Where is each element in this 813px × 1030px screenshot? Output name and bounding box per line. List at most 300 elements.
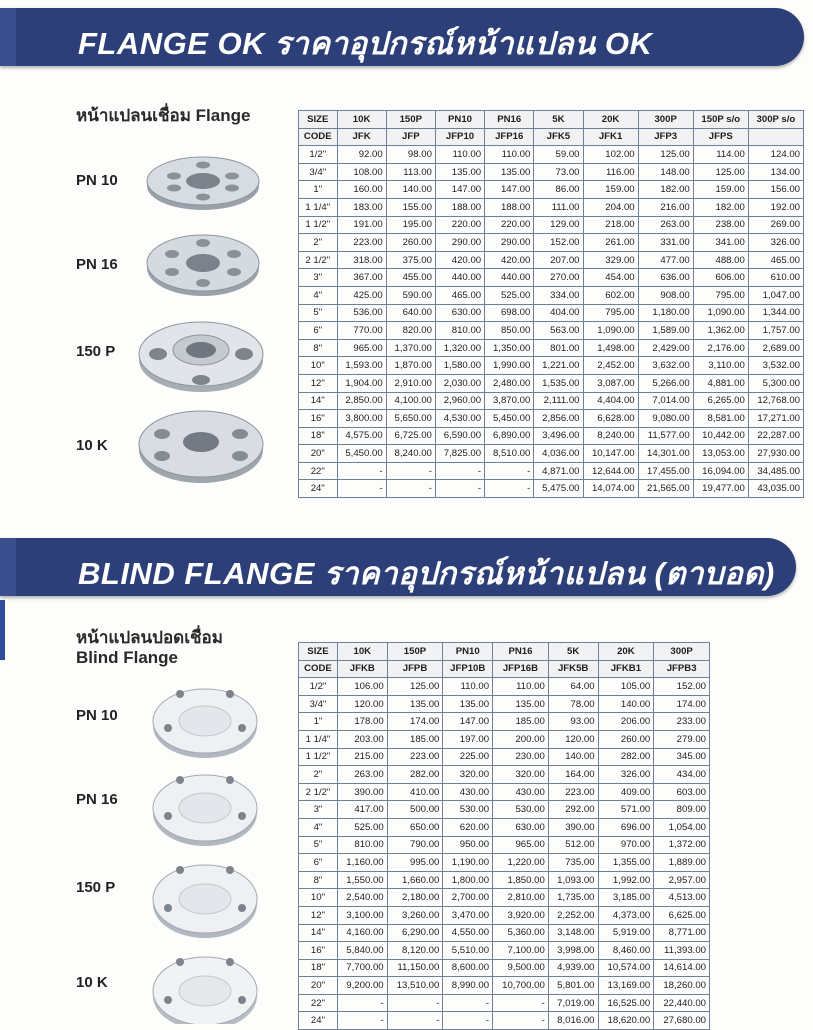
table-row-cell: 1,660.00 (387, 871, 443, 889)
table-row-cell: 3,470.00 (443, 906, 493, 924)
table-header-row-cell: 300P s/o (748, 111, 803, 129)
table-row (299, 977, 710, 995)
table-row-cell: 5,300.00 (748, 374, 803, 392)
table-row-cell: 696.00 (598, 818, 654, 836)
table-row-cell: 5,801.00 (548, 977, 598, 995)
table-row-cell: 4,160.00 (337, 924, 387, 942)
table-row-cell: 2,030.00 (435, 374, 484, 392)
table-row-cell: 182.00 (638, 181, 693, 199)
table-row-cell: 18" (299, 959, 338, 977)
table-row-cell: 4,871.00 (534, 462, 583, 480)
table-row-cell: 454.00 (583, 269, 638, 287)
table-row-cell: 216.00 (638, 198, 693, 216)
table-row-cell: 3/4" (299, 695, 338, 713)
table-row-cell: 6,265.00 (693, 392, 748, 410)
blind-title-line2: Blind Flange (76, 648, 178, 667)
table-row-cell: 18" (299, 427, 338, 445)
table-row-cell: 1,047.00 (748, 286, 803, 304)
table-row (299, 462, 804, 480)
table-row-cell: 610.00 (748, 269, 803, 287)
blind-flange-banner (0, 538, 796, 596)
table-row-cell: 183.00 (337, 198, 386, 216)
table-header-row-cell: PN16 (485, 111, 534, 129)
table-row-cell: 105.00 (598, 678, 654, 696)
flange-ok-banner (0, 8, 804, 66)
table-row-cell: 6" (299, 322, 338, 340)
table-row-cell: 59.00 (534, 146, 583, 164)
table-row-cell: 1,992.00 (598, 871, 654, 889)
table-row-cell: 106.00 (337, 678, 387, 696)
table-row-cell: 2,111.00 (534, 392, 583, 410)
table-row-cell: 1,370.00 (386, 339, 435, 357)
table-row-cell: 125.00 (387, 678, 443, 696)
table-row-cell: 8,120.00 (387, 942, 443, 960)
table-row-cell: 8" (299, 871, 338, 889)
table-row-cell: 3,496.00 (534, 427, 583, 445)
table-row-cell: 995.00 (387, 854, 443, 872)
table-row-cell: 148.00 (638, 163, 693, 181)
table-row-cell: 129.00 (534, 216, 583, 234)
table-row-cell: 3,110.00 (693, 357, 748, 375)
table-row-cell: 197.00 (443, 730, 493, 748)
table-row-cell: 160.00 (337, 181, 386, 199)
table-row-cell: 263.00 (337, 766, 387, 784)
table-row-cell: 10" (299, 357, 338, 375)
table-row-cell: 440.00 (435, 269, 484, 287)
table-row-cell: 20" (299, 977, 338, 995)
table-row-cell: 1,498.00 (583, 339, 638, 357)
table-row-cell: 8,581.00 (693, 410, 748, 428)
table-row-cell: 2,452.00 (583, 357, 638, 375)
table-row-cell: 207.00 (534, 251, 583, 269)
table-row-cell: 215.00 (337, 748, 387, 766)
table-row-cell: 135.00 (387, 695, 443, 713)
table-row-cell: - (435, 480, 484, 498)
table-row-cell: 3,087.00 (583, 374, 638, 392)
table-row-cell: 2,429.00 (638, 339, 693, 357)
table-row-cell: 10,442.00 (693, 427, 748, 445)
table-row-cell: 530.00 (493, 801, 549, 819)
table-row-cell: 2,689.00 (748, 339, 803, 357)
table-row-cell: 10,147.00 (583, 445, 638, 463)
table-row-cell: 3,632.00 (638, 357, 693, 375)
table-row-cell: 4,404.00 (583, 392, 638, 410)
table-row-cell: 174.00 (654, 695, 710, 713)
table-row-cell: 282.00 (598, 748, 654, 766)
table-row-cell: - (387, 1012, 443, 1030)
table-row-cell: 630.00 (493, 818, 549, 836)
table-row-cell: 22,287.00 (748, 427, 803, 445)
table-row-cell: 1,190.00 (443, 854, 493, 872)
table-row-cell: - (386, 462, 435, 480)
table-row-cell: 1,180.00 (638, 304, 693, 322)
table-row (299, 181, 804, 199)
table-header-row-cell: SIZE (299, 111, 338, 129)
flange-image-pn16 (144, 228, 262, 300)
table-row-cell: 1,535.00 (534, 374, 583, 392)
table-row-cell: 603.00 (654, 783, 710, 801)
table-row (299, 678, 710, 696)
table-row-cell: 3,260.00 (387, 906, 443, 924)
table-row-cell: 204.00 (583, 198, 638, 216)
table-row-cell: 1,344.00 (748, 304, 803, 322)
blind-flange-image-pn10 (150, 682, 260, 762)
blind-flange-image-150p (150, 858, 260, 942)
table-row-cell: 465.00 (435, 286, 484, 304)
table-row-cell: 2,810.00 (493, 889, 549, 907)
table-row-cell: 116.00 (583, 163, 638, 181)
table-row-cell: 409.00 (598, 783, 654, 801)
blind-label-pn10: PN 10 (76, 707, 118, 724)
table-row-cell: 7,700.00 (337, 959, 387, 977)
table-row-cell: 908.00 (638, 286, 693, 304)
table-row-cell: 367.00 (337, 269, 386, 287)
table-row-cell: 417.00 (337, 801, 387, 819)
table-header-row-cell: PN10 (443, 643, 493, 661)
table-row-cell: 261.00 (583, 234, 638, 252)
flange-image-10k (136, 404, 266, 486)
table-row-cell: 155.00 (386, 198, 435, 216)
table-row (299, 198, 804, 216)
table-row-cell: 164.00 (548, 766, 598, 784)
table-row-cell: 329.00 (583, 251, 638, 269)
table-row-cell: 125.00 (638, 146, 693, 164)
table-row (299, 339, 804, 357)
table-row-cell: 14" (299, 924, 338, 942)
table-row-cell: 1,160.00 (337, 854, 387, 872)
table-row-cell: 375.00 (386, 251, 435, 269)
table-row-cell: 10,574.00 (598, 959, 654, 977)
table-row-cell: 22" (299, 462, 338, 480)
table-row-cell: 11,150.00 (387, 959, 443, 977)
table-row-cell: 630.00 (435, 304, 484, 322)
table-row-cell: 159.00 (583, 181, 638, 199)
table-code-row-cell: JFKB1 (598, 660, 654, 678)
table-row-cell: 86.00 (534, 181, 583, 199)
table-row-cell: 1 1/4" (299, 198, 338, 216)
table-row-cell: 279.00 (654, 730, 710, 748)
table-row-cell: 7,019.00 (548, 994, 598, 1012)
table-row-cell: 135.00 (485, 163, 534, 181)
table-row-cell: 113.00 (386, 163, 435, 181)
table-row-cell: 1,904.00 (337, 374, 386, 392)
table-row-cell: 477.00 (638, 251, 693, 269)
table-row-cell: 135.00 (493, 695, 549, 713)
table-row-cell: 2,176.00 (693, 339, 748, 357)
table-code-row-cell: CODE (299, 128, 338, 146)
table-header-row-cell: SIZE (299, 643, 338, 661)
table-row-cell: 188.00 (435, 198, 484, 216)
table-row-cell: 125.00 (693, 163, 748, 181)
table-row-cell: 140.00 (598, 695, 654, 713)
table-row-cell: 810.00 (337, 836, 387, 854)
table-row-cell: 1,800.00 (443, 871, 493, 889)
table-row-cell: 290.00 (485, 234, 534, 252)
table-row-cell: 2" (299, 766, 338, 784)
table-row-cell: 390.00 (548, 818, 598, 836)
table-row (299, 783, 710, 801)
table-row-cell: 965.00 (493, 836, 549, 854)
table-header-row-cell: 150P s/o (693, 111, 748, 129)
table-row-cell: 260.00 (386, 234, 435, 252)
page-edge-marker (0, 600, 5, 660)
table-row-cell: 8,460.00 (598, 942, 654, 960)
table-row-cell: 698.00 (485, 304, 534, 322)
table-row-cell: 4" (299, 818, 338, 836)
table-row-cell: 6,890.00 (485, 427, 534, 445)
table-row (299, 730, 710, 748)
table-row-cell: 1" (299, 181, 338, 199)
table-row-cell: 512.00 (548, 836, 598, 854)
table-row (299, 163, 804, 181)
table-row-cell: 134.00 (748, 163, 803, 181)
table-row-cell: 3,185.00 (598, 889, 654, 907)
table-row-cell: 10,700.00 (493, 977, 549, 995)
table-row-cell: 4,100.00 (386, 392, 435, 410)
table-row-cell: 6,725.00 (386, 427, 435, 445)
table-row-cell: 2,540.00 (337, 889, 387, 907)
table-row-cell: 110.00 (493, 678, 549, 696)
table-row-cell: 20" (299, 445, 338, 463)
banner-title: FLANGE OK ราคาอุปกรณ์หน้าแปลน OK (78, 26, 653, 61)
table-row-cell: 1,580.00 (435, 357, 484, 375)
table-row (299, 234, 804, 252)
table-row-cell: 795.00 (693, 286, 748, 304)
table-row-cell: 1,320.00 (435, 339, 484, 357)
table-code-row-cell: JFK5B (548, 660, 598, 678)
table-row-cell: 12,644.00 (583, 462, 638, 480)
table-row-cell: 430.00 (493, 783, 549, 801)
table-row-cell: 1,850.00 (493, 871, 549, 889)
table-header-row-cell: 150P (387, 643, 443, 661)
table-row (299, 801, 710, 819)
table-row-cell: 2,910.00 (386, 374, 435, 392)
table-row-cell: 233.00 (654, 713, 710, 731)
table-row-cell: 93.00 (548, 713, 598, 731)
table-row-cell: 195.00 (386, 216, 435, 234)
table-row-cell: 950.00 (443, 836, 493, 854)
table-row-cell: 191.00 (337, 216, 386, 234)
table-row-cell: 6,625.00 (654, 906, 710, 924)
table-row-cell: 3,920.00 (493, 906, 549, 924)
table-row-cell: 8,510.00 (485, 445, 534, 463)
table-code-row-cell: JFPB (387, 660, 443, 678)
table-row-cell: 1,221.00 (534, 357, 583, 375)
table-row-cell: 3" (299, 801, 338, 819)
table-row-cell: 2" (299, 234, 338, 252)
table-row-cell: 3,800.00 (337, 410, 386, 428)
table-row-cell: 27,680.00 (654, 1012, 710, 1030)
table-row-cell: 4,530.00 (435, 410, 484, 428)
table-row-cell: 110.00 (485, 146, 534, 164)
table-row-cell: 4,939.00 (548, 959, 598, 977)
table-row-cell: 3,532.00 (748, 357, 803, 375)
table-row-cell: 2,856.00 (534, 410, 583, 428)
table-row-cell: 404.00 (534, 304, 583, 322)
table-row-cell: 420.00 (485, 251, 534, 269)
table-row-cell: 1,090.00 (693, 304, 748, 322)
table-row-cell: 140.00 (548, 748, 598, 766)
blind-flange-section-title (76, 628, 223, 668)
table-code-row-cell: JFK (337, 128, 386, 146)
table-row (299, 427, 804, 445)
table-row-cell: 440.00 (485, 269, 534, 287)
table-row-cell: 22" (299, 994, 338, 1012)
table-row (299, 854, 710, 872)
table-row-cell: 1,990.00 (485, 357, 534, 375)
table-row-cell: 200.00 (493, 730, 549, 748)
table-row-cell: 185.00 (387, 730, 443, 748)
table-row-cell: 135.00 (435, 163, 484, 181)
table-header-row-cell: 10K (337, 643, 387, 661)
table-row-cell: 530.00 (443, 801, 493, 819)
table-row-cell: 12,768.00 (748, 392, 803, 410)
table-row-cell: 590.00 (386, 286, 435, 304)
table-row-cell: 102.00 (583, 146, 638, 164)
table-row-cell: 27,930.00 (748, 445, 803, 463)
table-row-cell: 73.00 (534, 163, 583, 181)
flange-section-title (76, 106, 250, 126)
table-row-cell: 2,957.00 (654, 871, 710, 889)
table-row-cell: 326.00 (598, 766, 654, 784)
table-row-cell: 4,373.00 (598, 906, 654, 924)
table-row (299, 889, 710, 907)
table-row-cell: 270.00 (534, 269, 583, 287)
table-row-cell: 650.00 (387, 818, 443, 836)
table-row-cell: 420.00 (435, 251, 484, 269)
table-row-cell: 1/2" (299, 678, 338, 696)
table-row (299, 994, 710, 1012)
table-row-cell: 9,200.00 (337, 977, 387, 995)
table-row-cell: 8,240.00 (386, 445, 435, 463)
table-row-cell: 292.00 (548, 801, 598, 819)
table-row (299, 410, 804, 428)
flange-image-150p (136, 316, 266, 396)
table-row (299, 959, 710, 977)
table-row-cell: 334.00 (534, 286, 583, 304)
table-row-cell: 606.00 (693, 269, 748, 287)
table-row-cell: 1/2" (299, 146, 338, 164)
table-row-cell: 14,614.00 (654, 959, 710, 977)
table-row-cell: 182.00 (693, 198, 748, 216)
table-row-cell: 4,513.00 (654, 889, 710, 907)
table-row-cell: 3,998.00 (548, 942, 598, 960)
table-row-cell: 223.00 (337, 234, 386, 252)
table-row-cell: 22,440.00 (654, 994, 710, 1012)
table-row-cell: 135.00 (443, 695, 493, 713)
table-row-cell: 260.00 (598, 730, 654, 748)
table-row-cell: 1,372.00 (654, 836, 710, 854)
table-row-cell: 64.00 (548, 678, 598, 696)
flange-label-pn10: PN 10 (76, 172, 118, 189)
table-row-cell: 147.00 (485, 181, 534, 199)
table-row-cell: 525.00 (485, 286, 534, 304)
table-row-cell: 114.00 (693, 146, 748, 164)
table-row-cell: 152.00 (534, 234, 583, 252)
table-row-cell: 11,393.00 (654, 942, 710, 960)
table-code-row-cell: CODE (299, 660, 338, 678)
table-row-cell: 185.00 (493, 713, 549, 731)
table-row-cell: 390.00 (337, 783, 387, 801)
table-row-cell: 5,450.00 (485, 410, 534, 428)
table-row-cell: 1,593.00 (337, 357, 386, 375)
table-code-row-cell: JFK5 (534, 128, 583, 146)
table-row-cell: 410.00 (387, 783, 443, 801)
table-row-cell: 331.00 (638, 234, 693, 252)
table-row-cell: 14,301.00 (638, 445, 693, 463)
table-row-cell: 18,260.00 (654, 977, 710, 995)
table-row-cell: 98.00 (386, 146, 435, 164)
table-row (299, 871, 710, 889)
table-row-cell: 108.00 (337, 163, 386, 181)
blind-label-pn16: PN 16 (76, 791, 118, 808)
table-row-cell: 263.00 (638, 216, 693, 234)
table-row-cell: 5" (299, 836, 338, 854)
table-row-cell: - (485, 480, 534, 498)
table-row-cell: 488.00 (693, 251, 748, 269)
table-row-cell: 5" (299, 304, 338, 322)
table-row-cell: 124.00 (748, 146, 803, 164)
table-row-cell: 2,960.00 (435, 392, 484, 410)
table-row-cell: 6" (299, 854, 338, 872)
table-row-cell: 10" (299, 889, 338, 907)
table-row-cell: 152.00 (654, 678, 710, 696)
table-header-row-cell: 10K (337, 111, 386, 129)
table-header-row-cell: 5K (548, 643, 598, 661)
table-row-cell: 156.00 (748, 181, 803, 199)
table-row-cell: 1,550.00 (337, 871, 387, 889)
blind-label-10k: 10 K (76, 974, 108, 991)
table-row-cell: 5,919.00 (598, 924, 654, 942)
table-row-cell: 430.00 (443, 783, 493, 801)
table-row-cell: 341.00 (693, 234, 748, 252)
table-row-cell: 147.00 (443, 713, 493, 731)
table-row-cell: - (443, 994, 493, 1012)
table-row-cell: 970.00 (598, 836, 654, 854)
table-row-cell: - (493, 994, 549, 1012)
table-row-cell: 19,477.00 (693, 480, 748, 498)
table-row (299, 392, 804, 410)
table-row-cell: 159.00 (693, 181, 748, 199)
table-row-cell: 12" (299, 374, 338, 392)
table-row-cell: 4,550.00 (443, 924, 493, 942)
table-row-cell: 34,485.00 (748, 462, 803, 480)
table-row (299, 374, 804, 392)
table-row-cell: 809.00 (654, 801, 710, 819)
table-row-cell: 1,870.00 (386, 357, 435, 375)
table-row-cell: 3" (299, 269, 338, 287)
table-row-cell: 120.00 (548, 730, 598, 748)
table-row-cell: 5,510.00 (443, 942, 493, 960)
table-row (299, 445, 804, 463)
table-row-cell: 13,053.00 (693, 445, 748, 463)
table-code-row-cell: JFKB (337, 660, 387, 678)
table-row-cell: 425.00 (337, 286, 386, 304)
table-row-cell: 2,850.00 (337, 392, 386, 410)
table-row-cell: 563.00 (534, 322, 583, 340)
table-row-cell: 290.00 (435, 234, 484, 252)
table-row (299, 357, 804, 375)
table-row-cell: 1,090.00 (583, 322, 638, 340)
flange-title-line1: หน้าแปลนเชื่อม Flange (76, 106, 251, 125)
table-row-cell: 178.00 (337, 713, 387, 731)
table-row-cell: 6,290.00 (387, 924, 443, 942)
table-row-cell: 735.00 (548, 854, 598, 872)
table-row (299, 480, 804, 498)
table-row-cell: 318.00 (337, 251, 386, 269)
table-row-cell: 1,757.00 (748, 322, 803, 340)
table-row-cell: - (337, 1012, 387, 1030)
